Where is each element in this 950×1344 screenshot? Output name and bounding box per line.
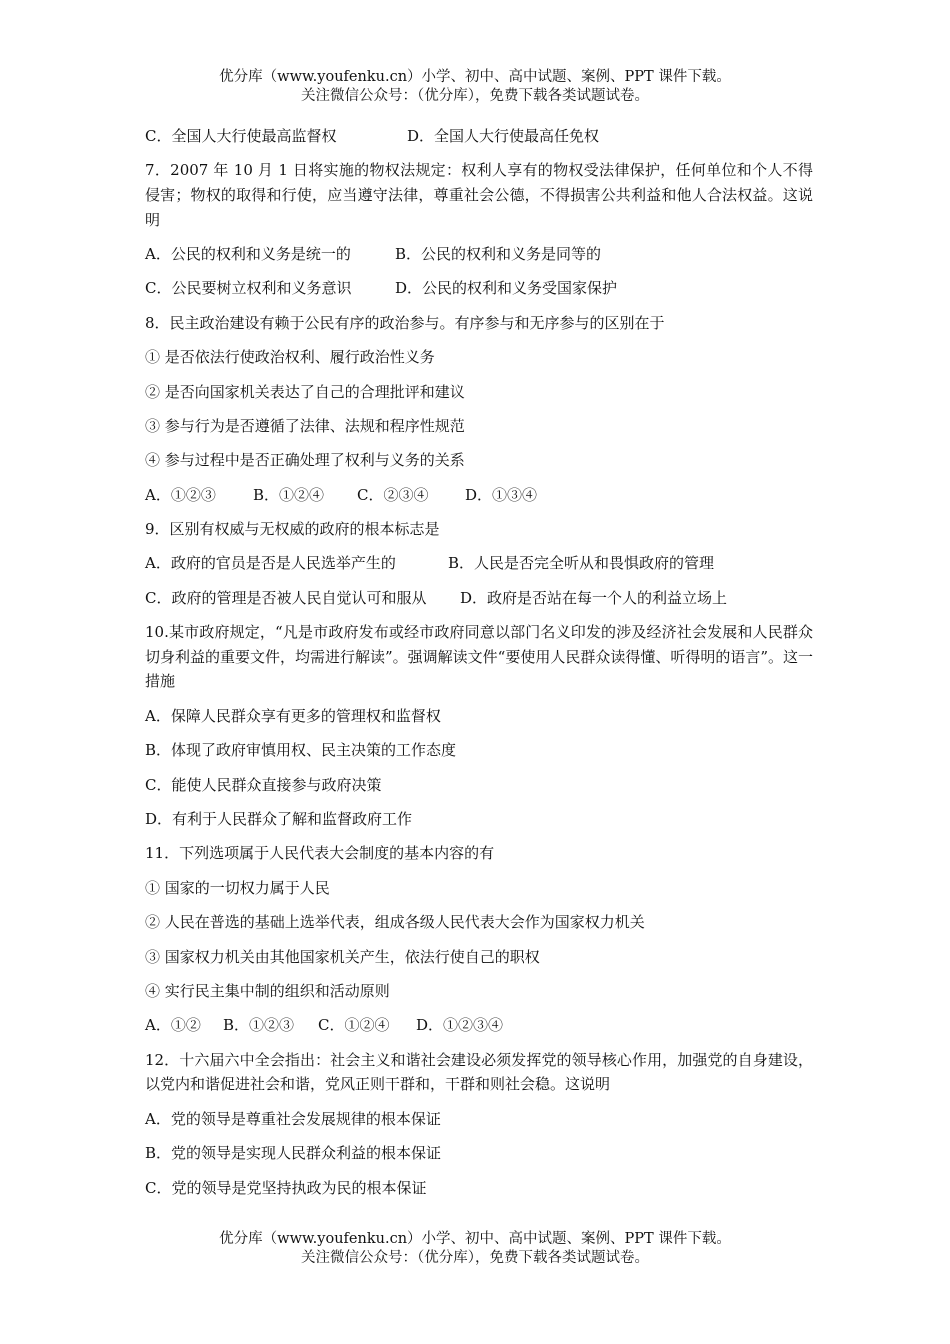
q10-stem: 10.某市政府规定，“凡是市政府发布或经市政府同意以部门名义印发的涉及经济社会发展和人民群众切身利益的重要文件，均需进行解读”。强调解读文件“要使用人民群众读得懂、听得明的语言”。这一措施: [145, 623, 814, 691]
q9-options-ab: [145, 551, 813, 576]
q10-option-a: A．保障人民群众享有更多的管理权和监督权: [145, 706, 441, 725]
q11-option-c: C．①②④: [318, 1016, 390, 1035]
q8-option-a: A．①②③: [145, 485, 216, 504]
q11-options: [145, 1013, 813, 1038]
q9-option-a: A．政府的官员是否是人民选举产生的: [145, 554, 396, 573]
q11-item-2: ② 人民在普选的基础上选举代表，组成各级人民代表大会作为国家权力机关: [145, 913, 645, 932]
q11-option-b: B．①②③: [223, 1016, 295, 1035]
q8-item-1: ① 是否依法行使政治权利、履行政治性义务: [145, 348, 435, 367]
q12-stem: 12．十六届六中全会指出：社会主义和谐社会建设必须发挥党的领导核心作用，加强党的自身建设，以党内和谐促进社会和谐，党风正则干群和，干群和则社会稳。这说明: [145, 1050, 813, 1094]
q7-option-b: B．公民的权利和义务是同等的: [395, 244, 602, 263]
q9-option-d: D．政府是否站在每一个人的利益立场上: [460, 588, 728, 607]
header-line-1: 优分库（www.youfenku.cn）小学、初中、高中试题、案例、PPT 课件下载。: [219, 69, 731, 85]
q8-item-4: ④ 参与过程中是否正确处理了权利与义务的关系: [145, 451, 465, 470]
page-footer: [0, 1230, 950, 1268]
q8-option-b: B．①②④: [253, 485, 325, 504]
page-header: [0, 68, 950, 106]
q7-options-cd: [145, 276, 813, 301]
footer-line-1: 优分库（www.youfenku.cn）小学、初中、高中试题、案例、PPT 课件下载。: [219, 1231, 731, 1247]
q12-option-b: B．党的领导是实现人民群众利益的根本保证: [145, 1144, 442, 1163]
q9-stem: 9．区别有权威与无权威的政府的根本标志是: [145, 520, 440, 539]
header-line-2: 关注微信公众号：（优分库），免费下载各类试题试卷。: [301, 88, 649, 104]
q8-option-d: D．①③④: [465, 485, 538, 504]
q11-item-4: ④ 实行民主集中制的组织和活动原则: [145, 981, 390, 1000]
q7-option-a: A．公民的权利和义务是统一的: [145, 244, 351, 263]
q10-option-b: B．体现了政府审慎用权、民主决策的工作态度: [145, 741, 457, 760]
document-body: [145, 124, 813, 1210]
q6-option-d: D．全国人大行使最高任免权: [407, 127, 600, 145]
q11-item-1: ① 国家的一切权力属于人民: [145, 878, 330, 897]
q10-option-d: D．有利于人民群众了解和监督政府工作: [145, 810, 413, 829]
q7-option-d: D．公民的权利和义务受国家保护: [395, 279, 618, 298]
q7-options-ab: [145, 242, 813, 267]
q8-stem: 8．民主政治建设有赖于公民有序的政治参与。有序参与和无序参与的区别在于: [145, 313, 665, 332]
q6-options-cd: [145, 124, 813, 149]
q8-item-2: ② 是否向国家机关表达了自己的合理批评和建议: [145, 382, 465, 401]
q8-options: [145, 483, 813, 508]
q6-option-c: C．全国人大行使最高监督权: [145, 127, 337, 145]
q11-item-3: ③ 国家权力机关由其他国家机关产生，依法行使自己的职权: [145, 947, 540, 966]
q8-item-3: ③ 参与行为是否遵循了法律、法规和程序性规范: [145, 416, 465, 435]
q9-option-c: C．政府的管理是否被人民自觉认可和服从: [145, 588, 427, 607]
q7-stem: 7．2007 年 10 月 1 日将实施的物权法规定：权利人享有的物权受法律保护，任何单位和个人不得侵害；物权的取得和行使，应当遵守法律，尊重社会公德，不得损害公共利益和他人合法权益。这说明: [145, 161, 813, 229]
footer-line-2: 关注微信公众号：（优分库），免费下载各类试题试卷。: [301, 1250, 649, 1266]
q10-option-c: C．能使人民群众直接参与政府决策: [145, 775, 382, 794]
q7-option-c: C．公民要树立权利和义务意识: [145, 279, 352, 298]
q12-option-c: C．党的领导是党坚持执政为民的根本保证: [145, 1178, 427, 1197]
q11-stem: 11．下列选项属于人民代表大会制度的基本内容的有: [145, 844, 495, 863]
q9-option-b: B．人民是否完全听从和畏惧政府的管理: [448, 554, 715, 573]
q12-option-a: A．党的领导是尊重社会发展规律的根本保证: [145, 1109, 441, 1128]
q11-option-a: A．①②: [145, 1016, 201, 1035]
q11-option-d: D．①②③④: [416, 1016, 504, 1035]
q9-options-cd: [145, 586, 813, 611]
q8-option-c: C．②③④: [357, 485, 429, 504]
